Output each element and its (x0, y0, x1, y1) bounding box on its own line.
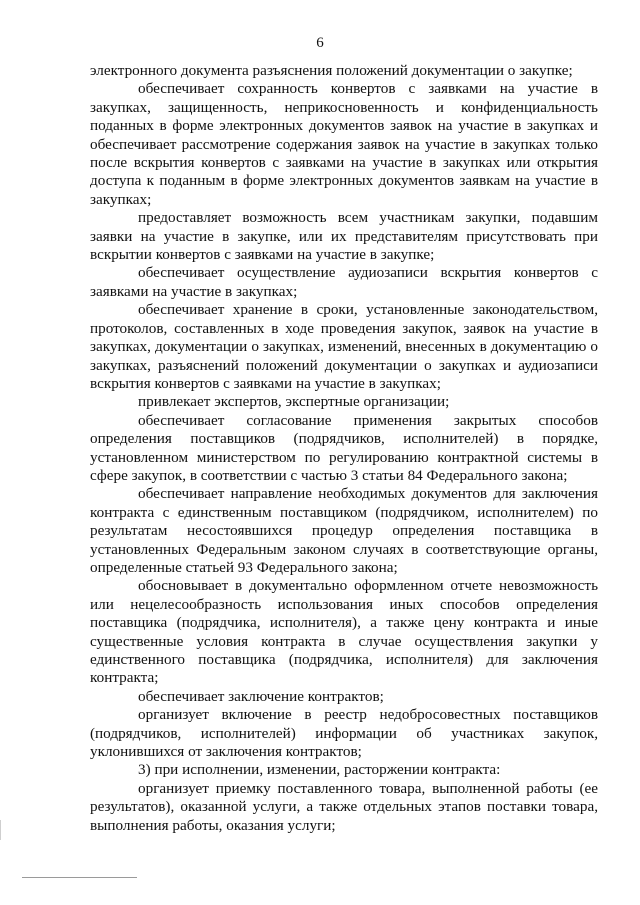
paragraph: электронного документа разъяснения положений документации о закупке; (90, 62, 573, 79)
paragraph: обеспечивает осуществление аудиозаписи вскрытия конвертов с заявками на участие в закупках; (90, 264, 598, 300)
paragraph: обеспечивает направление необходимых документов для заключения контракта с единственным поставщиком (подрядчиком, исполнителем) по результатам несостоявшихся процедур определения поставщика в установленных Федеральным законом случаях в соответствующие органы, определенные статьей 93 Федерального закона; (90, 485, 598, 576)
paragraph: организует приемку поставленного товара, выполненной работы (ее результатов), оказанной услуги, а также отдельных этапов поставки товара, выполнения работы, оказания услуги; (90, 779, 598, 834)
paragraph: обеспечивает согласование применения закрытых способов определения поставщиков (подрядчиков, исполнителей) в порядке, установленном министерством по регулированию контрактной системы в сфере закупок, в соответствии с частью 3 статьи 84 Федерального закона; (90, 411, 598, 484)
paragraph: предоставляет возможность всем участникам закупки, подавшим заявки на участие в закупке, или их представителям присутствовать при вскрытии конвертов с заявками на участие в закупке; (90, 209, 598, 264)
paragraph: организует включение в реестр недобросовестных поставщиков (подрядчиков, исполнителей) информации об участниках закупок, уклонившихся от заключения контрактов; (90, 706, 598, 761)
paragraph: обосновывает в документально оформленном отчете невозможность или нецелесообразность использования иных способов определения поставщика (подрядчика, исполнителя), а также цену контракта и иные существенные условия контракта в случае осуществления закупки у единственного поставщика (подрядчика, исполнителя) для заключения контракта; (90, 577, 598, 687)
paragraph: 3) при исполнении, изменении, расторжении контракта: (138, 761, 501, 779)
paragraph: обеспечивает хранение в сроки, установленные законодательством, протоколов, составленных в ходе проведения закупок, заявок на участие в закупках, документации о закупках, изменений, внесенных в документацию о закупках, разъяснений положений документации о закупках и аудиозаписи вскрытия конвертов с заявками на участие в закупках; (90, 301, 598, 392)
paragraph: привлекает экспертов, экспертные организации; (138, 393, 450, 411)
footer-rule (22, 877, 137, 878)
scan-margin-mark (0, 820, 1, 840)
paragraph: обеспечивает сохранность конвертов с заявками на участие в закупках, защищенность, неприкосновенность и конфиденциальность поданных в форме электронных документов заявок на участие в закупках и обеспечивает рассмотрение содержания заявок на участие в закупках только после вскрытия конвертов с заявками на участие в закупках или открытия доступа к поданным в форме электронных документов заявкам на участие в закупках; (90, 80, 598, 208)
body-text (90, 62, 598, 835)
paragraph: обеспечивает заключение контрактов; (138, 687, 384, 705)
page-number: 6 (316, 35, 324, 51)
